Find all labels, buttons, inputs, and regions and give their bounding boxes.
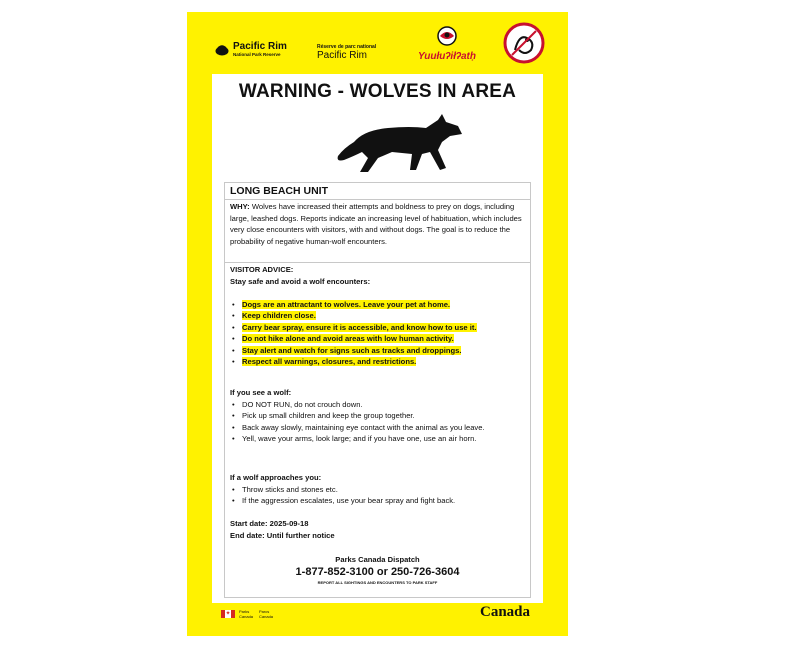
divider [225,262,530,263]
list-item: • Do not hike alone and avoid areas with low human activity. [230,333,528,345]
pacific-rim-logo [215,42,287,58]
parcs-fr: Parcs Canada [259,609,274,619]
approach-list [230,484,528,507]
french-line1: Réserve de parc national [317,44,377,50]
see-wolf-label: If you see a wolf: [230,388,292,397]
wolf-silhouette-icon [330,112,466,181]
advice-intro: Stay safe and avoid a wolf encounters: [230,276,371,286]
notice-panel [212,74,543,603]
yuu-emblem-icon [435,26,459,46]
advice-label: VISITOR ADVICE: [230,265,294,274]
approach-section [230,472,528,507]
dates-section [230,518,528,541]
why-label: WHY: [230,202,250,211]
french-line2: Pacific Rim [317,50,368,61]
yuu-name: Yuułuʔiłʔatḥ [418,51,476,62]
why-paragraph [230,201,528,247]
notice-title: WARNING - WOLVES IN AREA [238,81,517,102]
parks-beaver-icon [215,44,229,56]
pacific-rim-name: Pacific Rim [233,41,287,52]
list-item: • If the aggression escalates, use your bear spray and fight back. [230,495,528,507]
list-item: • Respect all warnings, closures, and restrictions. [230,356,528,368]
parks-canada-signature [221,609,275,619]
notice-box [224,182,531,598]
dispatch-label: Parks Canada Dispatch [335,555,420,564]
why-text: Wolves have increased their attempts and boldness to prey on dogs, including large, leashed dogs. Reports indicate an increasing level of habituation, which includes very close encounters with visitors, with and without dogs. The goal is to reduce the probability of negative human-wolf encounters. [230,202,522,246]
list-item: • Dogs are an attractant to wolves. Leave your pet at home. [230,299,528,311]
warning-poster [187,12,568,636]
pacific-rim-sub: National Park Reserve [233,52,281,57]
canada-flag-icon: ✦ [221,610,235,618]
see-wolf-list [230,399,528,445]
first-nation-seal-icon [503,22,545,69]
dispatch-phone: 1-877-852-3100 or 250-726-3604 [295,566,460,578]
visitor-advice-section [230,264,528,368]
list-item: • Back away slowly, maintaining eye contact with the animal as you leave. [230,422,528,434]
list-item: • DO NOT RUN, do not crouch down. [230,399,528,411]
start-date: Start date: 2025-09-18 [230,519,309,528]
logo-bar [187,12,568,74]
list-item: • Keep children close. [230,310,528,322]
unit-heading: LONG BEACH UNIT [230,185,328,197]
list-item: • Pick up small children and keep the group together. [230,410,528,422]
advice-list [230,299,528,368]
dispatch-note: REPORT ALL SIGHTINGS AND ENCOUNTERS TO PARK STAFF [317,580,438,585]
yuu-logo [411,26,483,62]
french-park-name [317,44,376,61]
canada-wordmark: Canada [480,604,531,620]
see-wolf-section [230,387,528,445]
end-date: End date: Until further notice [230,530,335,540]
list-item: • Throw sticks and stones etc. [230,484,528,496]
divider [225,199,530,200]
list-item: • Yell, wave your arms, look large; and if you have one, use an air horn. [230,433,528,445]
list-item: • Stay alert and watch for signs such as tracks and droppings. [230,345,528,357]
list-item: • Carry bear spray, ensure it is accessible, and know how to use it. [230,322,528,334]
approach-label: If a wolf approaches you: [230,473,322,482]
dispatch-block [225,555,530,585]
parks-en: Parks Canada [239,609,254,619]
